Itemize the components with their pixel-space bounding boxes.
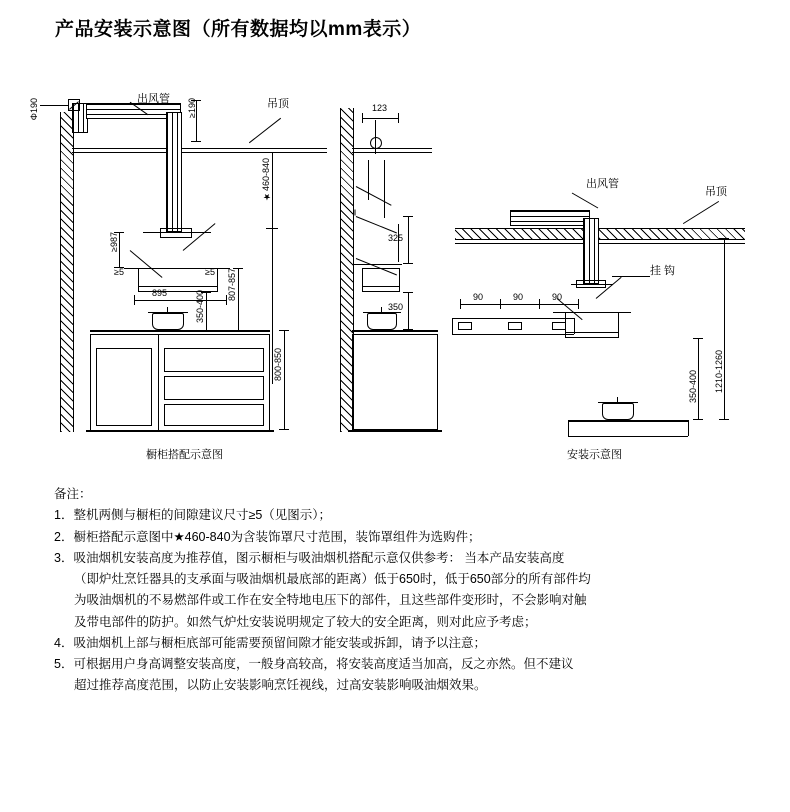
dim-123-tick-left bbox=[362, 113, 363, 123]
dim-350-400b-tick-bottom bbox=[693, 419, 703, 420]
note-item: 2．橱柜搭配示意图中★460-840为含装饰罩尺寸范围，装饰罩组件为选购件； bbox=[54, 529, 481, 544]
dim-90-tick-3 bbox=[539, 299, 540, 309]
counter-right-edge-l bbox=[568, 420, 569, 436]
figure-1-caption: 橱柜搭配示意图 bbox=[146, 449, 223, 461]
hood-sec-top bbox=[356, 216, 397, 233]
pot-mid bbox=[367, 313, 397, 330]
hood-sec-left-edge bbox=[355, 210, 356, 216]
floor-line-mid bbox=[348, 430, 442, 432]
dim-807-857-label: 807-857 bbox=[227, 268, 237, 302]
dim-5-left-label: ≥5 bbox=[114, 267, 124, 277]
dim-90-label-2: 90 bbox=[513, 292, 524, 302]
dim-d190-label: Φ190 bbox=[29, 98, 39, 121]
dim-350-line bbox=[408, 292, 409, 330]
floor-line bbox=[86, 430, 274, 432]
dim-350-label: 350 bbox=[388, 302, 404, 312]
dim-460-840-tick-top bbox=[266, 152, 278, 153]
plan-mark-2 bbox=[508, 322, 522, 330]
hood2-neck bbox=[576, 280, 606, 288]
dim-325-line bbox=[408, 216, 409, 264]
dim-800-850-tick-bottom bbox=[279, 429, 289, 430]
dim-350-400b-tick-top bbox=[693, 338, 703, 339]
dim-90-tick-4 bbox=[578, 299, 579, 309]
page-title: 产品安装示意图（所有数据均以mm表示） bbox=[55, 19, 422, 40]
note-item: 5．可根据用户身高调整安装高度，一般身高较高，将安装高度适当加高，反之亦然。但不建议 bbox=[54, 657, 574, 671]
dim-350-400-label: 350-400 bbox=[195, 290, 205, 324]
duct-down-2 bbox=[583, 218, 599, 284]
dim-123-line bbox=[362, 118, 398, 119]
dim-350-400-line bbox=[206, 292, 207, 332]
pot-right-knob bbox=[617, 397, 618, 402]
duct-down-to-hood bbox=[166, 112, 182, 232]
dim-350-tick-top bbox=[403, 292, 413, 293]
note-item: 超过推荐高度范围，以防止安装影响烹饪视线，过高安装影响吸油烟效果。 bbox=[74, 678, 487, 693]
hood-sec-body bbox=[362, 268, 400, 292]
dim-325-tick-bottom bbox=[403, 263, 413, 264]
note-item: 3．吸油烟机安装高度为推荐值，图示橱柜与吸油烟机搭配示意仅供参考： 当本产品安装高度 bbox=[54, 550, 565, 565]
plan-mark-3 bbox=[552, 322, 566, 330]
leader-out-duct-2 bbox=[572, 193, 598, 209]
dim-895-label: 895 bbox=[152, 288, 168, 298]
duct-horizontal-2 bbox=[510, 210, 590, 226]
cooktop-base bbox=[148, 330, 188, 331]
note-item: 4．吸油烟机上部与橱柜底部可能需要预留间隙才能安装或拆卸，请予以注意； bbox=[54, 635, 486, 650]
dim-325-tick-top bbox=[403, 216, 413, 217]
dim-190-label: ≥190 bbox=[187, 98, 197, 118]
leader-hook bbox=[612, 276, 650, 277]
dim-90-tick-2 bbox=[500, 299, 501, 309]
plan-strip-right bbox=[574, 318, 575, 334]
leader-d190 bbox=[40, 105, 68, 106]
dim-350-400b-label: 350-400 bbox=[688, 370, 698, 404]
hood-sec-duct-line bbox=[384, 160, 385, 218]
dim-90-line bbox=[460, 304, 578, 305]
cabinet-door-left bbox=[96, 348, 152, 426]
ceiling-hatch-right bbox=[455, 228, 745, 240]
counter-right-bottom bbox=[568, 436, 688, 437]
leader-ceiling-2 bbox=[683, 201, 719, 224]
pot bbox=[152, 313, 184, 330]
hood-neck bbox=[160, 228, 192, 238]
label-ceiling-2: 吊顶 bbox=[705, 186, 727, 198]
center-axis-mid bbox=[375, 120, 376, 154]
dim-123-tick-right bbox=[398, 113, 399, 123]
plan-mark-1 bbox=[458, 322, 472, 330]
cabinet-drawer-3 bbox=[164, 404, 264, 426]
wall-hatch-left bbox=[60, 112, 74, 432]
dim-460-840-label: ★460-840 bbox=[261, 158, 271, 202]
hood-sec-slant bbox=[356, 186, 392, 206]
dim-800-850-line bbox=[284, 330, 285, 430]
notes-heading: 备注： bbox=[54, 487, 92, 501]
cabinet-divider bbox=[158, 334, 159, 432]
ceiling-line-2 bbox=[72, 152, 327, 153]
note-item: 1．整机两侧与橱柜的间隙建议尺寸≥5（见图示）； bbox=[54, 508, 332, 523]
dim-807-857-line bbox=[238, 268, 239, 332]
dim-895-line bbox=[134, 300, 226, 301]
dim-325-label: 325 bbox=[388, 233, 404, 243]
ceiling-line-mid bbox=[352, 148, 432, 149]
pot-knob bbox=[167, 307, 168, 312]
note-item: （即炉灶烹饪器具的支承面与吸油烟机最底部的距离）低于650时，低于650部分的所有部件均 bbox=[74, 572, 591, 586]
cabinet-mid bbox=[352, 334, 438, 430]
plan-strip-top bbox=[452, 318, 574, 319]
countertop-mid bbox=[352, 330, 438, 332]
cabinet-drawer-2 bbox=[164, 376, 264, 400]
label-hook: 挂 钩 bbox=[650, 265, 676, 277]
pot-right-lid bbox=[598, 402, 638, 403]
label-out-duct-2: 出风管 bbox=[586, 178, 619, 190]
dim-123-label: 123 bbox=[372, 103, 388, 113]
pot-lid bbox=[148, 312, 188, 313]
dim-1210-1260-tick-bottom bbox=[719, 419, 729, 420]
hood-sec-duct-line-2 bbox=[368, 160, 369, 200]
duct-hole-circle bbox=[370, 137, 382, 149]
dim-460-840-tick-bottom bbox=[266, 228, 278, 229]
note-item: 为吸油烟机的不易燃部件或工作在安全特地电压下的部件，且这些部件变形时，不会影响对触 bbox=[74, 593, 587, 608]
dim-90-label-3: 90 bbox=[552, 292, 563, 302]
hood-body-line bbox=[138, 286, 218, 287]
ceiling-line-mid-2 bbox=[352, 152, 432, 153]
plan-strip-left bbox=[452, 318, 453, 334]
dim-5-right-label: ≥5 bbox=[205, 267, 215, 277]
label-ceiling-1: 吊顶 bbox=[267, 98, 289, 110]
leader-ceiling-1 bbox=[249, 118, 281, 143]
ceiling-line-right bbox=[455, 243, 745, 244]
dim-90-label-1: 90 bbox=[473, 292, 484, 302]
label-out-duct-1: 出风管 bbox=[137, 93, 170, 105]
dim-1210-1260-label: 1210-1260 bbox=[714, 350, 724, 394]
hood-sec-base bbox=[352, 264, 402, 265]
pot-right bbox=[602, 403, 634, 420]
countertop-right bbox=[568, 420, 688, 422]
dim-895-tick-left bbox=[134, 295, 135, 305]
dim-987-label: ≥987 bbox=[109, 232, 119, 252]
dim-1210-1260-tick-top bbox=[719, 238, 729, 239]
ceiling-line bbox=[72, 148, 327, 149]
pot-mid-lid bbox=[363, 312, 401, 313]
notes-section bbox=[54, 484, 744, 697]
cabinet-drawer-1 bbox=[164, 348, 264, 372]
figure-2-caption: 安装示意图 bbox=[567, 449, 622, 461]
note-item: 及带电部件的防护。如然气炉灶安装说明规定了较大的安全距离，则对此应予考虑； bbox=[74, 614, 537, 629]
hood-sec-body-line bbox=[362, 286, 400, 287]
plan-strip-bottom bbox=[452, 334, 574, 335]
dim-800-850-label: 800-850 bbox=[273, 348, 283, 382]
dim-90-tick-1 bbox=[460, 299, 461, 309]
dim-190-tick-bottom bbox=[191, 141, 201, 142]
dim-800-850-tick-top bbox=[279, 330, 289, 331]
counter-right-edge-r bbox=[688, 420, 689, 436]
pot-mid-knob bbox=[381, 307, 382, 312]
